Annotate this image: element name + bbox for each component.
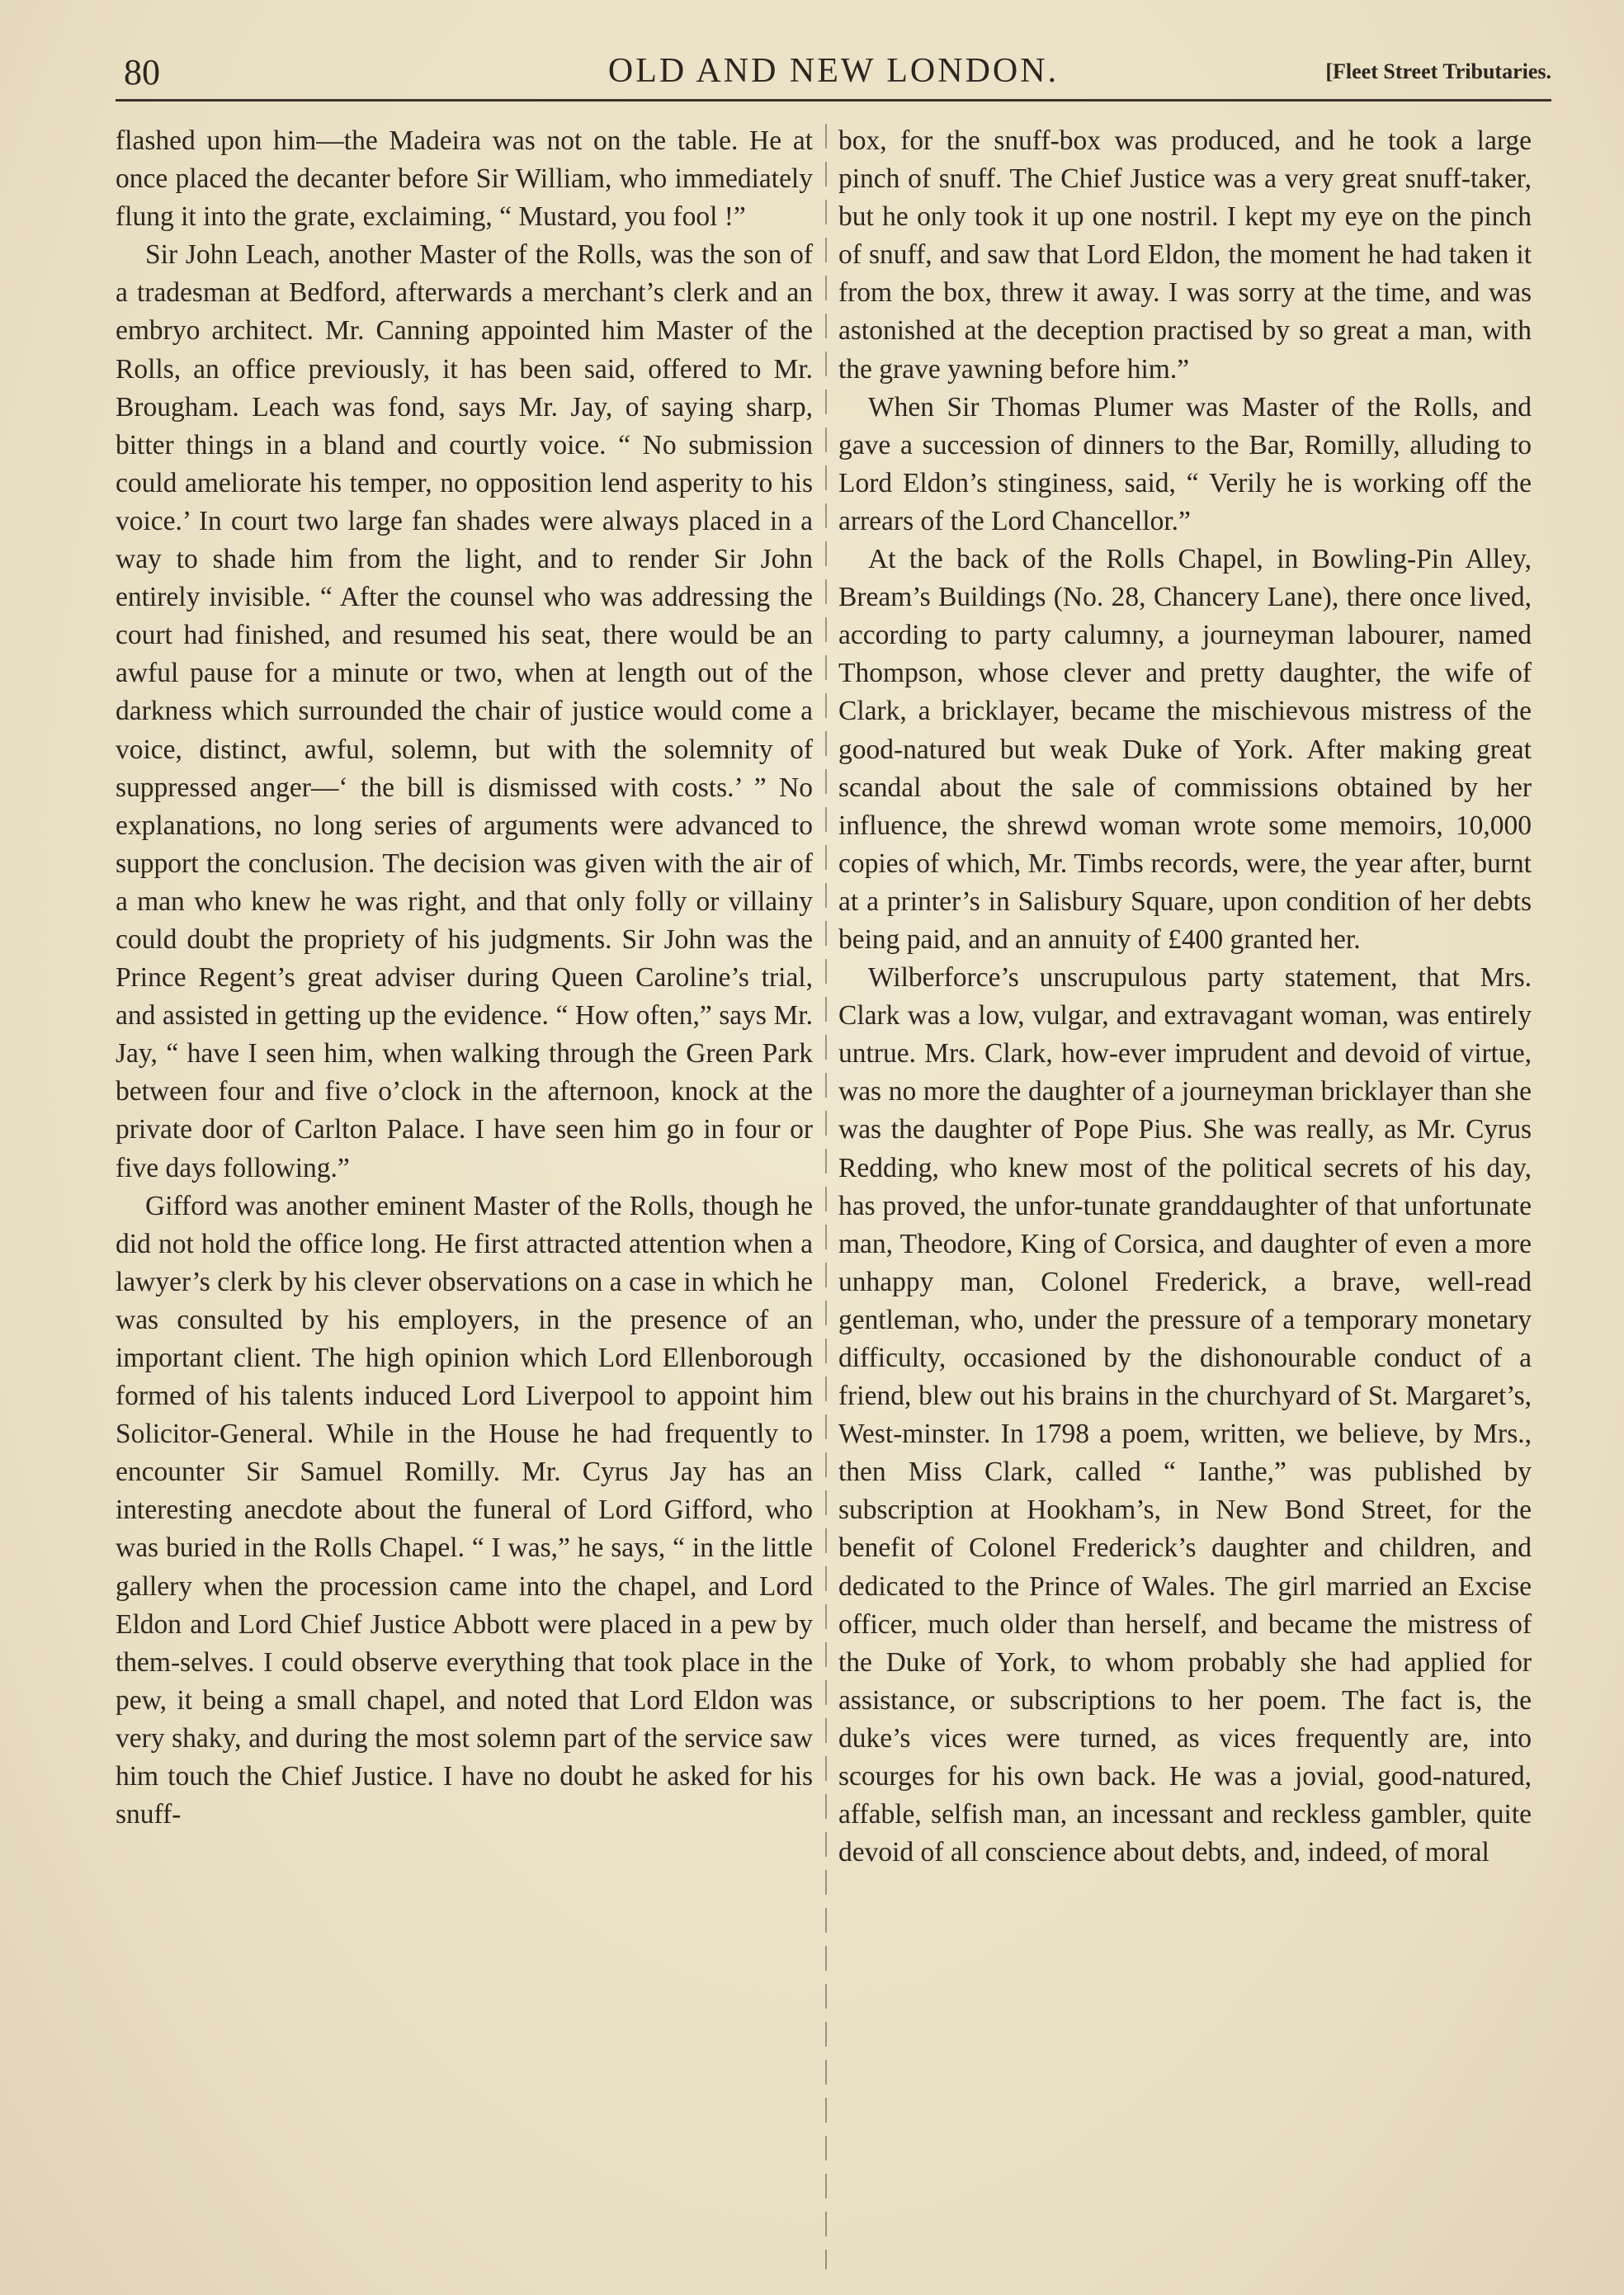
paragraph: Sir John Leach, another Master of the Rolls, was the son of a tradesman at Bedford, afterwards a merchant’s clerk and an embryo architect. Mr. Canning appointed him Master of the Rolls, an office previously, it has been said, offered to Mr. Brougham. Leach was fond, says Mr. Jay, of saying sharp, bitter things in a bland and courtly voice. “ No submission could ameliorate his temper, no opposition lend asperity to his voice.’ In court two large fan shades were always placed in a way to shade him from the light, and to render Sir John entirely invisible. “ After the counsel who was addressing the court had finished, and resumed his seat, there would be an awful pause for a minute or two, when at length out of the darkness which surrounded the chair of justice would come a voice, distinct, awful, solemn, but with the solemnity of suppressed anger—‘ the bill is dismissed with costs.’ ” No explanations, no long series of arguments were advanced to support the conclusion. The decision was given with the air of a man who knew he was right, and that only folly or villainy could doubt the propriety of his judgments. Sir John was the Prince Regent’s great adviser during Queen Caroline’s trial, and assisted in getting up the evidence. “ How often,” says Mr. Jay, “ have I seen him, when walking through the Green Park between four and five o’clock in the afternoon, knock at the private door of Carlton Palace. I have seen him go in four or five days following.”	[116, 239, 813, 1183]
header-rule	[116, 99, 1551, 102]
column-divider	[825, 124, 827, 2269]
section-title: [Fleet Street Tributaries.	[1325, 59, 1551, 83]
paragraph: box, for the snuff-box was produced, and he took a large pinch of snuff. The Chief Justice was a very great snuff-taker, but he only took it up one nostril. I kept my eye on the pinch of snuff, and saw that Lord Eldon, the moment he had taken it from the box, threw it away. I was sorry at the time, and was astonished at the deception practised by so great a man, with the grave yawning before him.”	[838, 125, 1532, 385]
right-column	[838, 122, 1532, 1872]
page-title: OLD AND NEW LONDON.	[607, 52, 1060, 90]
page-number: 80	[124, 52, 160, 92]
paragraph: Gifford was another eminent Master of the Rolls, though he did not hold the office long. He first attracted attention when a lawyer’s clerk by his clever observations on a case in which he was consulted by his employers, in the presence of an important client. The high opinion which Lord Ellenborough formed of his talents induced Lord Liverpool to appoint him Solicitor-General. While in the House he had frequently to encounter Sir Samuel Romilly. Mr. Cyrus Jay has an interesting anecdote about the funeral of Lord Gifford, who was buried in the Rolls Chapel. “ I was,” he says, “ in the little gallery when the procession came into the chapel, and Lord Eldon and Lord Chief Justice Abbott were placed in a pew by them-selves. I could observe everything that took place in the pew, it being a small chapel, and noted that Lord Eldon was very shaky, and during the most solemn part of the service saw him touch the Chief Justice. I have no doubt he asked for his snuff-	[116, 1190, 813, 1830]
running-header	[116, 51, 1551, 101]
paragraph: When Sir Thomas Plumer was Master of the Rolls, and gave a succession of dinners to the Bar, Romilly, alluding to Lord Eldon’s stinginess, said, “ Verily he is working off the arrears of the Lord Chancellor.”	[838, 391, 1532, 536]
paragraph: At the back of the Rolls Chapel, in Bowling-Pin Alley, Bream’s Buildings (No. 28, Chancery Lane), there once lived, according to party calumny, a journeyman labourer, named Thompson, whose clever and pretty daughter, the wife of Clark, a bricklayer, became the mischievous mistress of the good-natured but weak Duke of York. After making great scandal about the sale of commissions obtained by her influence, the shrewd woman wrote some memoirs, 10,000 copies of which, Mr. Timbs records, were, the year after, burnt at a printer’s in Salisbury Square, upon condition of her debts being paid, and an annuity of £400 granted her.	[838, 544, 1532, 955]
paragraph: flashed upon him—the Madeira was not on the table. He at once placed the decanter before Sir William, who immediately flung it into the grate, exclaiming, “ Mustard, you fool !”	[116, 125, 813, 233]
paragraph: Wilberforce’s unscrupulous party statement, that Mrs. Clark was a low, vulgar, and extravagant woman, was entirely untrue. Mrs. Clark, how-ever imprudent and devoid of virtue, was no more the daughter of a journeyman bricklayer than she was the daughter of Pope Pius. She was really, as Mr. Cyrus Redding, who knew most of the political secrets of his day, has proved, the unfor-tunate granddaughter of that unfortunate man, Theodore, King of Corsica, and daughter of even a more unhappy man, Colonel Frederick, a brave, well-read gentleman, who, under the pressure of a temporary monetary difficulty, occasioned by the dishonourable conduct of a friend, blew out his brains in the churchyard of St. Margaret’s, West-minster. In 1798 a poem, written, we believe, by Mrs., then Miss Clark, called “ Ianthe,” was published by subscription at Hookham’s, in New Bond Street, for the benefit of Colonel Frederick’s daughter and children, and dedicated to the Prince of Wales. The girl married an Excise officer, much older than herself, and became the mistress of the Duke of York, to whom probably she had applied for assistance, or subscriptions to her poem. The fact is, the duke’s vices were turned, as vices frequently are, into scourges for his own back. He was a jovial, good-natured, affable, selfish man, an incessant and reckless gambler, quite devoid of all conscience about debts, and, indeed, of moral	[838, 962, 1532, 1868]
left-column	[116, 122, 813, 1834]
